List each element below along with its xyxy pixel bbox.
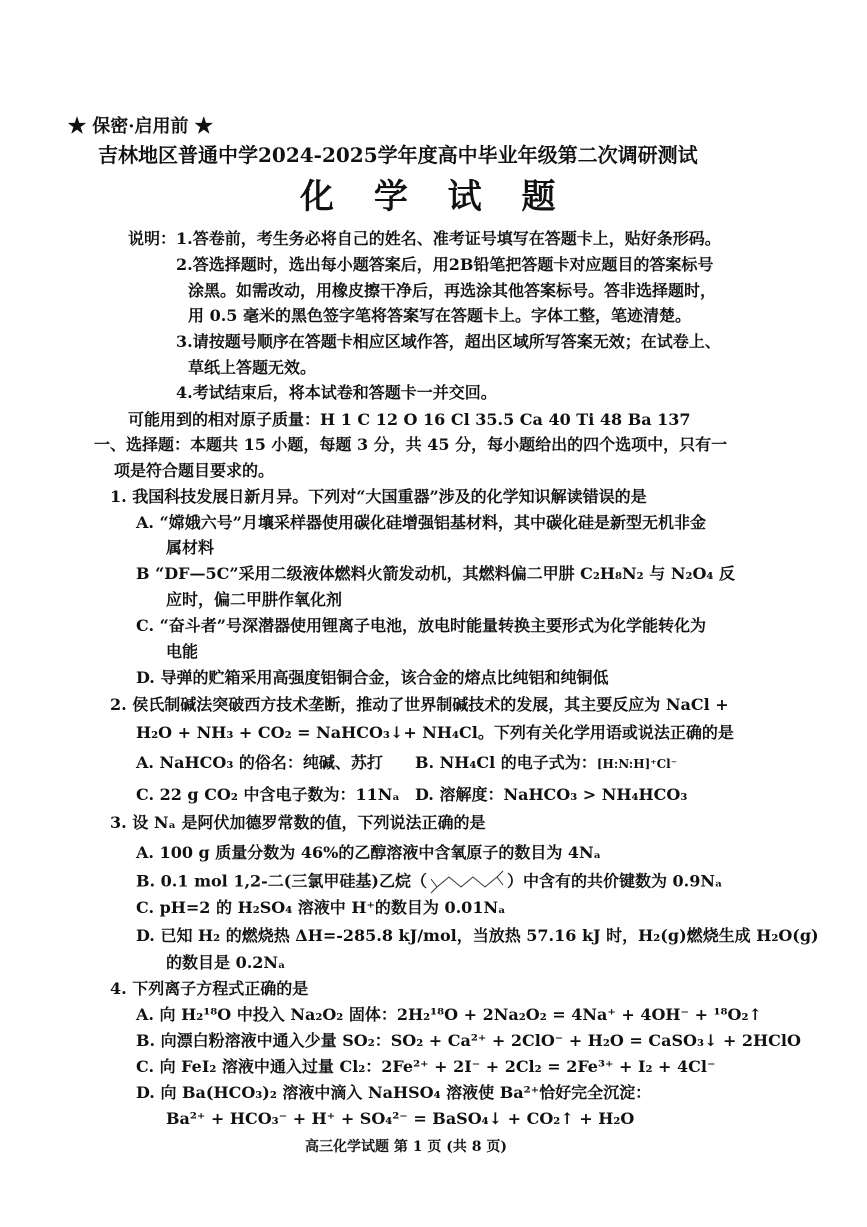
- option-b: 应时，偏二甲肼作氧化剂: [166, 590, 343, 609]
- confidential-mark: ★ 保密·启用前 ★: [68, 116, 213, 137]
- option-c: 电能: [166, 642, 199, 661]
- exam-header: 吉林地区普通中学2024-2025学年度高中毕业年级第二次调研测试: [98, 143, 698, 167]
- instruction-line: 2.答选择题时，选出每小题答案后，用2B铅笔把答题卡对应题目的答案标号: [176, 255, 714, 274]
- option-b: [136, 869, 722, 895]
- option-d: D. 已知 H₂ 的燃烧热 ΔH=-285.8 kJ/mol，当放热 57.16 kJ 时，H₂(g)燃烧生成 H₂O(g): [136, 926, 819, 945]
- option-b-text: B. 0.1 mol 1,2-二(三氯甲硅基)乙烷（: [136, 871, 427, 891]
- instruction-line: 草纸上答题无效。: [188, 358, 317, 377]
- option-a: 属材料: [166, 538, 215, 557]
- option-b: B “DF—5C”采用二级液体燃料火箭发动机，其燃料偏二甲肼 C₂H₈N₂ 与 N₂O₄ 反: [136, 564, 735, 583]
- option-c: C. 向 FeI₂ 溶液中通入过量 Cl₂：2Fe²⁺ + 2I⁻ + 2Cl₂ = 2Fe³⁺ + I₂ + 4Cl⁻: [136, 1057, 716, 1076]
- section-heading: 项是符合题目要求的。: [114, 461, 275, 480]
- molecule-structure-image: [427, 869, 507, 895]
- option-d: 的数目是 0.2Nₐ: [166, 953, 286, 972]
- instruction-line: 3.请按题号顺序在答题卡相应区域作答，超出区域所写答案无效；在试卷上、: [176, 332, 721, 351]
- option-d: D. 向 Ba(HCO₃)₂ 溶液中滴入 NaHSO₄ 溶液使 Ba²⁺恰好完全沉淀：: [136, 1083, 652, 1102]
- option-a: A. NaHCO₃ 的俗名：纯碱、苏打: [136, 753, 383, 772]
- option-b: [415, 752, 677, 775]
- option-b: B. 向漂白粉溶液中通入少量 SO₂：SO₂ + Ca²⁺ + 2ClO⁻ + H₂O = CaSO₃↓ + 2HClO: [136, 1031, 801, 1050]
- atomic-mass-line: 可能用到的相对原子质量：H 1 C 12 O 16 Cl 35.5 Ca 40 Ti 48 Ba 137: [128, 410, 691, 429]
- option-c: C. pH=2 的 H₂SO₄ 溶液中 H⁺的数目为 0.01Nₐ: [136, 898, 506, 917]
- option-c: C. “奋斗者”号深潜器使用锂离子电池，放电时能量转换主要形式为化学能转化为: [136, 616, 707, 635]
- instruction-line: 涂黑。如需改动，用橡皮擦干净后，再选涂其他答案标号。答非选择题时，: [188, 281, 717, 300]
- page-title: 化 学 试 题: [300, 177, 570, 217]
- option-d: D. 溶解度：NaHCO₃ > NH₄HCO₃: [415, 785, 688, 804]
- question-stem: 2. 侯氏制碱法突破西方技术垄断，推动了世界制碱技术的发展，其主要反应为 NaCl +: [110, 695, 729, 714]
- option-d: D. 导弹的贮箱采用高强度铝铜合金，该合金的熔点比纯铝和纯铜低: [136, 668, 609, 687]
- section-heading: 一、选择题：本题共 15 小题，每题 3 分，共 45 分，每小题给出的四个选项中，只有一: [94, 435, 728, 454]
- option-b-text: B. NH₄Cl 的电子式为：: [415, 753, 597, 772]
- option-c: C. 22 g CO₂ 中含电子数为：11Nₐ: [136, 785, 400, 804]
- option-a: A. 向 H₂¹⁸O 中投入 Na₂O₂ 固体：2H₂¹⁸O + 2Na₂O₂ = 4Na⁺ + 4OH⁻ + ¹⁸O₂↑: [136, 1005, 762, 1024]
- instruction-line: 4.考试结束后，将本试卷和答题卡一并交回。: [176, 383, 497, 402]
- question-stem: 1. 我国科技发展日新月异。下列对“大国重器”涉及的化学知识解读错误的是: [110, 487, 647, 506]
- electron-formula: [H:N:H]⁺Cl⁻: [596, 756, 678, 771]
- instruction-line: 说明：1.答卷前，考生务必将自己的姓名、准考证号填写在答题卡上，贴好条形码。: [128, 229, 721, 248]
- option-a: A. 100 g 质量分数为 46%的乙醇溶液中含氧原子的数目为 4Nₐ: [136, 843, 602, 862]
- instruction-line: 用 0.5 毫米的黑色签字笔将答案写在答题卡上。字体工整，笔迹清楚。: [188, 306, 691, 325]
- option-b-text-end: ）中含有的共价键数为 0.9Nₐ: [506, 871, 723, 891]
- question-stem: 3. 设 Nₐ 是阿伏加德罗常数的值，下列说法正确的是: [110, 813, 486, 832]
- page-footer: 高三化学试题 第 1 页 (共 8 页): [305, 1139, 507, 1155]
- option-a: A. “嫦娥六号”月壤采样器使用碳化硅增强铝基材料，其中碳化硅是新型无机非金: [136, 513, 706, 532]
- question-stem: 4. 下列离子方程式正确的是: [110, 979, 309, 998]
- question-stem: H₂O + NH₃ + CO₂ = NaHCO₃↓+ NH₄Cl。下列有关化学用语或说法正确的是: [136, 723, 734, 742]
- option-d: Ba²⁺ + HCO₃⁻ + H⁺ + SO₄²⁻ = BaSO₄↓ + CO₂↑ + H₂O: [166, 1109, 635, 1128]
